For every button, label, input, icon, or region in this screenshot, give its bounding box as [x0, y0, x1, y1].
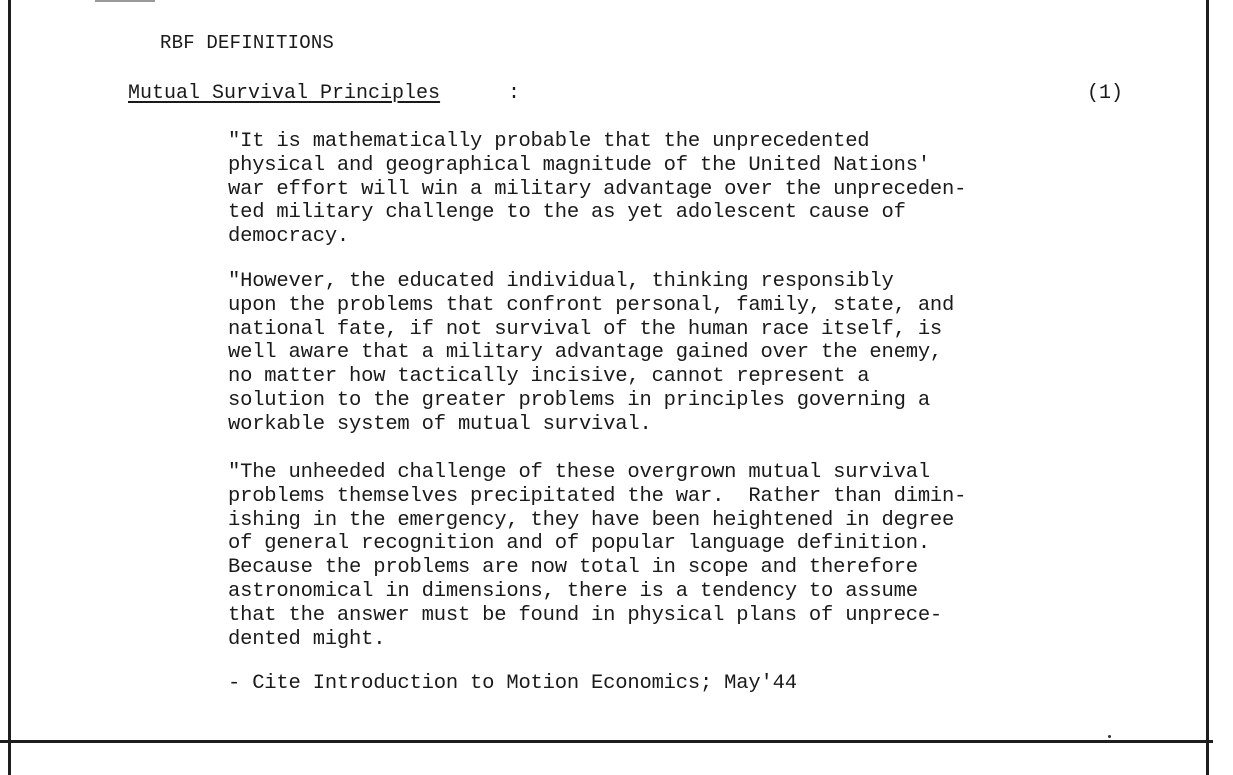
- card-top-tick: [95, 0, 155, 2]
- quote-paragraph-2: "However, the educated individual, thinking responsibly upon the problems that confront personal, family, state, and national fate, if not survival of the human race itself, is well aware that a military advantage gained over the enemy, no matter how tactically incisive, cannot represent a solution to the greater problems in principles governing a workable system of mutual survival.: [228, 270, 955, 436]
- document-header: RBF DEFINITIONS: [160, 32, 335, 54]
- card-bottom-rule: [0, 740, 1213, 743]
- stray-ink-dot: [1108, 735, 1111, 738]
- section-title-colon: :: [508, 82, 521, 105]
- section-title: [128, 82, 440, 105]
- card-right-border: [1206, 0, 1209, 775]
- section-title-text: Mutual Survival Principles: [128, 82, 441, 105]
- page-number: (1): [1087, 82, 1124, 105]
- citation: - Cite Introduction to Motion Economics; May'44: [228, 672, 797, 695]
- quote-paragraph-3: "The unheeded challenge of these overgrown mutual survival problems themselves precipitated the war. Rather than dimin- ishing in the emergency, they have been heightened in degree of general recognition and of popular language definition. Because the problems are now total in scope and therefore astronomical in dimensions, there is a tendency to assume that the answer must be found in physical plans of unprece- dented might.: [228, 461, 967, 651]
- quote-paragraph-1: "It is mathematically probable that the unprecedented physical and geographical magnitude of the United Nations' war effort will win a military advantage over the unpreceden- ted military challenge to the as yet adolescent cause of democracy.: [228, 130, 967, 249]
- card-left-border: [8, 0, 11, 775]
